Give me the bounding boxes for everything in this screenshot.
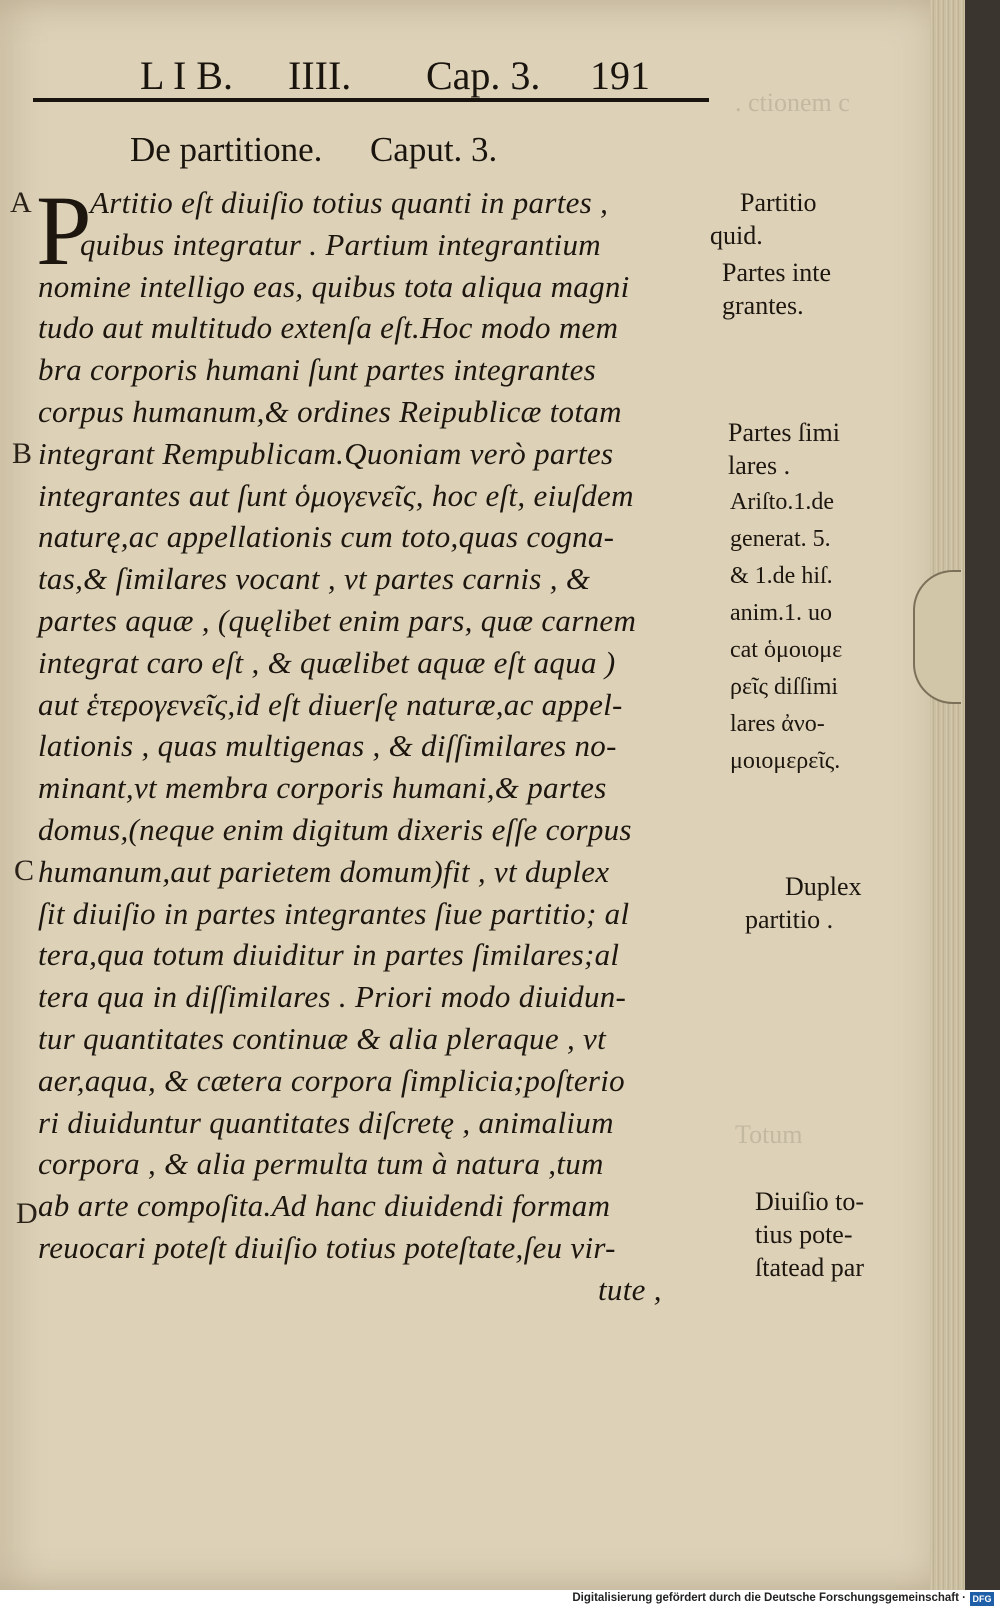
body-line: ab arte compoſita.Ad hanc diuidendi formam [38, 1188, 611, 1224]
margin-note-line: anim.1. uo [730, 600, 832, 626]
section-marker-b: B [12, 437, 33, 470]
margin-note-line: grantes. [722, 291, 804, 320]
margin-note-partes-similares [728, 416, 888, 482]
margin-note-line: generat. 5. [730, 526, 831, 552]
margin-note-line: tius pote- [755, 1220, 853, 1249]
margin-note-line: lares . [728, 451, 791, 480]
margin-note-line: cat ὁμοιομε [730, 637, 843, 663]
body-line: integrantes aut ſunt ὁμογενεῖς, hoc eſt, eiuſdem [38, 477, 634, 513]
body-line: corpus humanum,& ordines Reipublicæ totam [38, 393, 622, 429]
margin-note-line: partitio . [745, 905, 834, 934]
margin-note-divisio-totius [755, 1185, 915, 1284]
footer-credit: Digitalisierung gefördert durch die Deutsche Forschungsgemeinschaft · [572, 1592, 966, 1604]
margin-note-line: ſtatead par [755, 1253, 864, 1282]
body-line: bra corporis humani ſunt partes integrantes [38, 352, 596, 388]
header-rule [33, 98, 709, 102]
body-line: tas,& ſimilares vocant , vt partes carnis , & [38, 561, 591, 597]
body-line: quibus integratur . Partium integrantium [80, 226, 601, 262]
body-line: aer,aqua, & cætera corpora ſimplicia;poſterio [38, 1062, 625, 1098]
margin-note-line: Ariſto.1.de [730, 489, 834, 515]
body-line: minant,vt membra corporis humani,& partes [38, 770, 607, 806]
body-line: tera,qua totum diuiditur in partes ſimilares;al [38, 937, 620, 973]
page-edge [930, 0, 965, 1590]
body-line: domus,(neque enim digitum dixeris eſſe corpus [38, 811, 632, 847]
margin-note-partes-integrantes [722, 256, 882, 322]
page-number: 191 [590, 53, 650, 98]
margin-note-line: ρεῖς diſſimi [730, 674, 839, 700]
running-head-book-number: IIII. [288, 53, 352, 98]
dfg-logo: DFG [970, 1592, 994, 1606]
chapter-heading: De partitione. [130, 130, 323, 169]
margin-note-line: μοιομερεῖς. [730, 748, 841, 774]
running-head [140, 48, 700, 100]
body-line: humanum,aut parietem domum)fit , vt duplex [38, 853, 610, 889]
body-line: lationis , quas multigenas , & diſſimilares no- [38, 728, 617, 764]
body-line: tute , [598, 1271, 662, 1307]
margin-note-aristotle [730, 484, 890, 780]
margin-note-line: Partitio [740, 188, 817, 217]
body-line: integrat caro eſt , & quælibet aquæ eſt aqua ) [38, 644, 616, 680]
margin-note-line: Diuiſio to- [755, 1187, 865, 1216]
body-line: reuocari poteſt diuiſio totius poteſtate,ſeu vir- [38, 1229, 616, 1265]
section-marker-d: D [16, 1197, 38, 1230]
running-head-chapter: Cap. 3. [426, 53, 541, 98]
body-line: partes aquæ , (quęlibet enim pars, quæ carnem [38, 602, 637, 638]
body-line: tudo aut multitudo extenſa eſt.Hoc modo mem [38, 310, 619, 346]
body-line: ri diuiduntur quantitates diſcretę , animalium [38, 1104, 614, 1140]
body-line: nomine intelligo eas, quibus tota aliqua magni [38, 268, 630, 304]
margin-note-duplex-partitio [745, 870, 905, 936]
body-text [36, 175, 728, 1311]
thumb-tab-notch [913, 570, 961, 704]
body-line: corpora , & alia permulta tum à natura ,tum [38, 1146, 604, 1182]
digitization-footer [0, 1590, 1000, 1609]
chapter-title [130, 130, 497, 170]
margin-note-line: quid. [710, 221, 763, 250]
body-line: naturę,ac appellationis cum toto,quas cogna- [38, 519, 615, 555]
body-line: tera qua in diſſimilares . Priori modo diuidun- [38, 979, 627, 1015]
section-marker-a: A [10, 186, 32, 219]
margin-note-line: & 1.de hiſ. [730, 563, 833, 589]
body-line: tur quantitates continuæ & alia pleraque , vt [38, 1020, 607, 1056]
chapter-number: Caput. 3. [369, 130, 498, 169]
margin-note-line: Partes ſimi [728, 418, 840, 447]
body-line: ſit diuiſio in partes integrantes ſiue partitio; al [38, 895, 630, 931]
running-head-book: L I B. [140, 53, 233, 98]
margin-note-line: lares ἀνο- [730, 711, 825, 737]
drop-cap: P [36, 175, 92, 286]
margin-note-line: Duplex [785, 872, 862, 901]
margin-note-line: Partes inte [722, 258, 832, 287]
body-line: aut ἑτερογενεῖς,id eſt diuerſę naturæ,ac appel- [38, 686, 623, 722]
body-line: integrant Rempublicam.Quoniam verò partes [38, 435, 614, 471]
section-marker-c: C [14, 854, 35, 887]
margin-note-partitio [710, 186, 900, 252]
book-page: . ctionem c Totum L I B. IIII. Cap. 3. 191 De partitione. Caput. 3. P A B C D Artitio eſt diuiſio totius quanti in partes , quibus integratur . Partium integrantium nomine intelligo eas, quibus tota aliqua magni tudo aut multitudo extenſa eſt.Hoc modo mem bra corporis humani ſunt partes integrantes corpus humanum,& ordines Reipublicæ totam integrant Rempublicam.Quoniam verò partes integrantes aut ſunt ὁμογενεῖς, hoc eſt, eiuſdem naturę,ac appellationis cum toto,quas cogna- tas,& ſimilares vocant , vt partes carnis , & partes aquæ , (quęlibet enim pars, quæ carnem integrat caro eſt , & quælibet aquæ eſt aqua ) aut ἑτερογενεῖς,id eſt diuerſę naturæ,ac appel- lationis , quas multigenas , & diſſimilares no- minant,vt membra corporis humani,& partes domus,(neque enim digitum dixeris eſſe corpus humanum,aut parietem domum)fit , vt duplex ſit diuiſio in partes integrantes ſiue partitio; al tera,qua totum diuiditur in partes ſimilares;al tera qua in diſſimilares . Priori modo diuidun- tur quantitates continuæ & alia pleraque , vt aer,aqua, & cætera corpora ſimplicia;poſterio ri diuiduntur quantitates diſcretę , animalium corpora , & alia permulta tum à natura ,tum ab arte compoſita.Ad hanc diuidendi formam reuocari poteſt diuiſio totius poteſtate,ſeu vir- tute , Partitio quid. Partes inte grantes. Partes ſimi lares . Ariſto.1.de generat. 5. & 1.de hiſ. anim.1. uo cat ὁμοιομε ρεῖς diſſimi lares ἀνο- μοιομερεῖς. Duplex partitio . Diuiſio to- tius pote- ſtatead par [0, 0, 965, 1590]
body-line: Artitio eſt diuiſio totius quanti in partes , [90, 185, 609, 220]
